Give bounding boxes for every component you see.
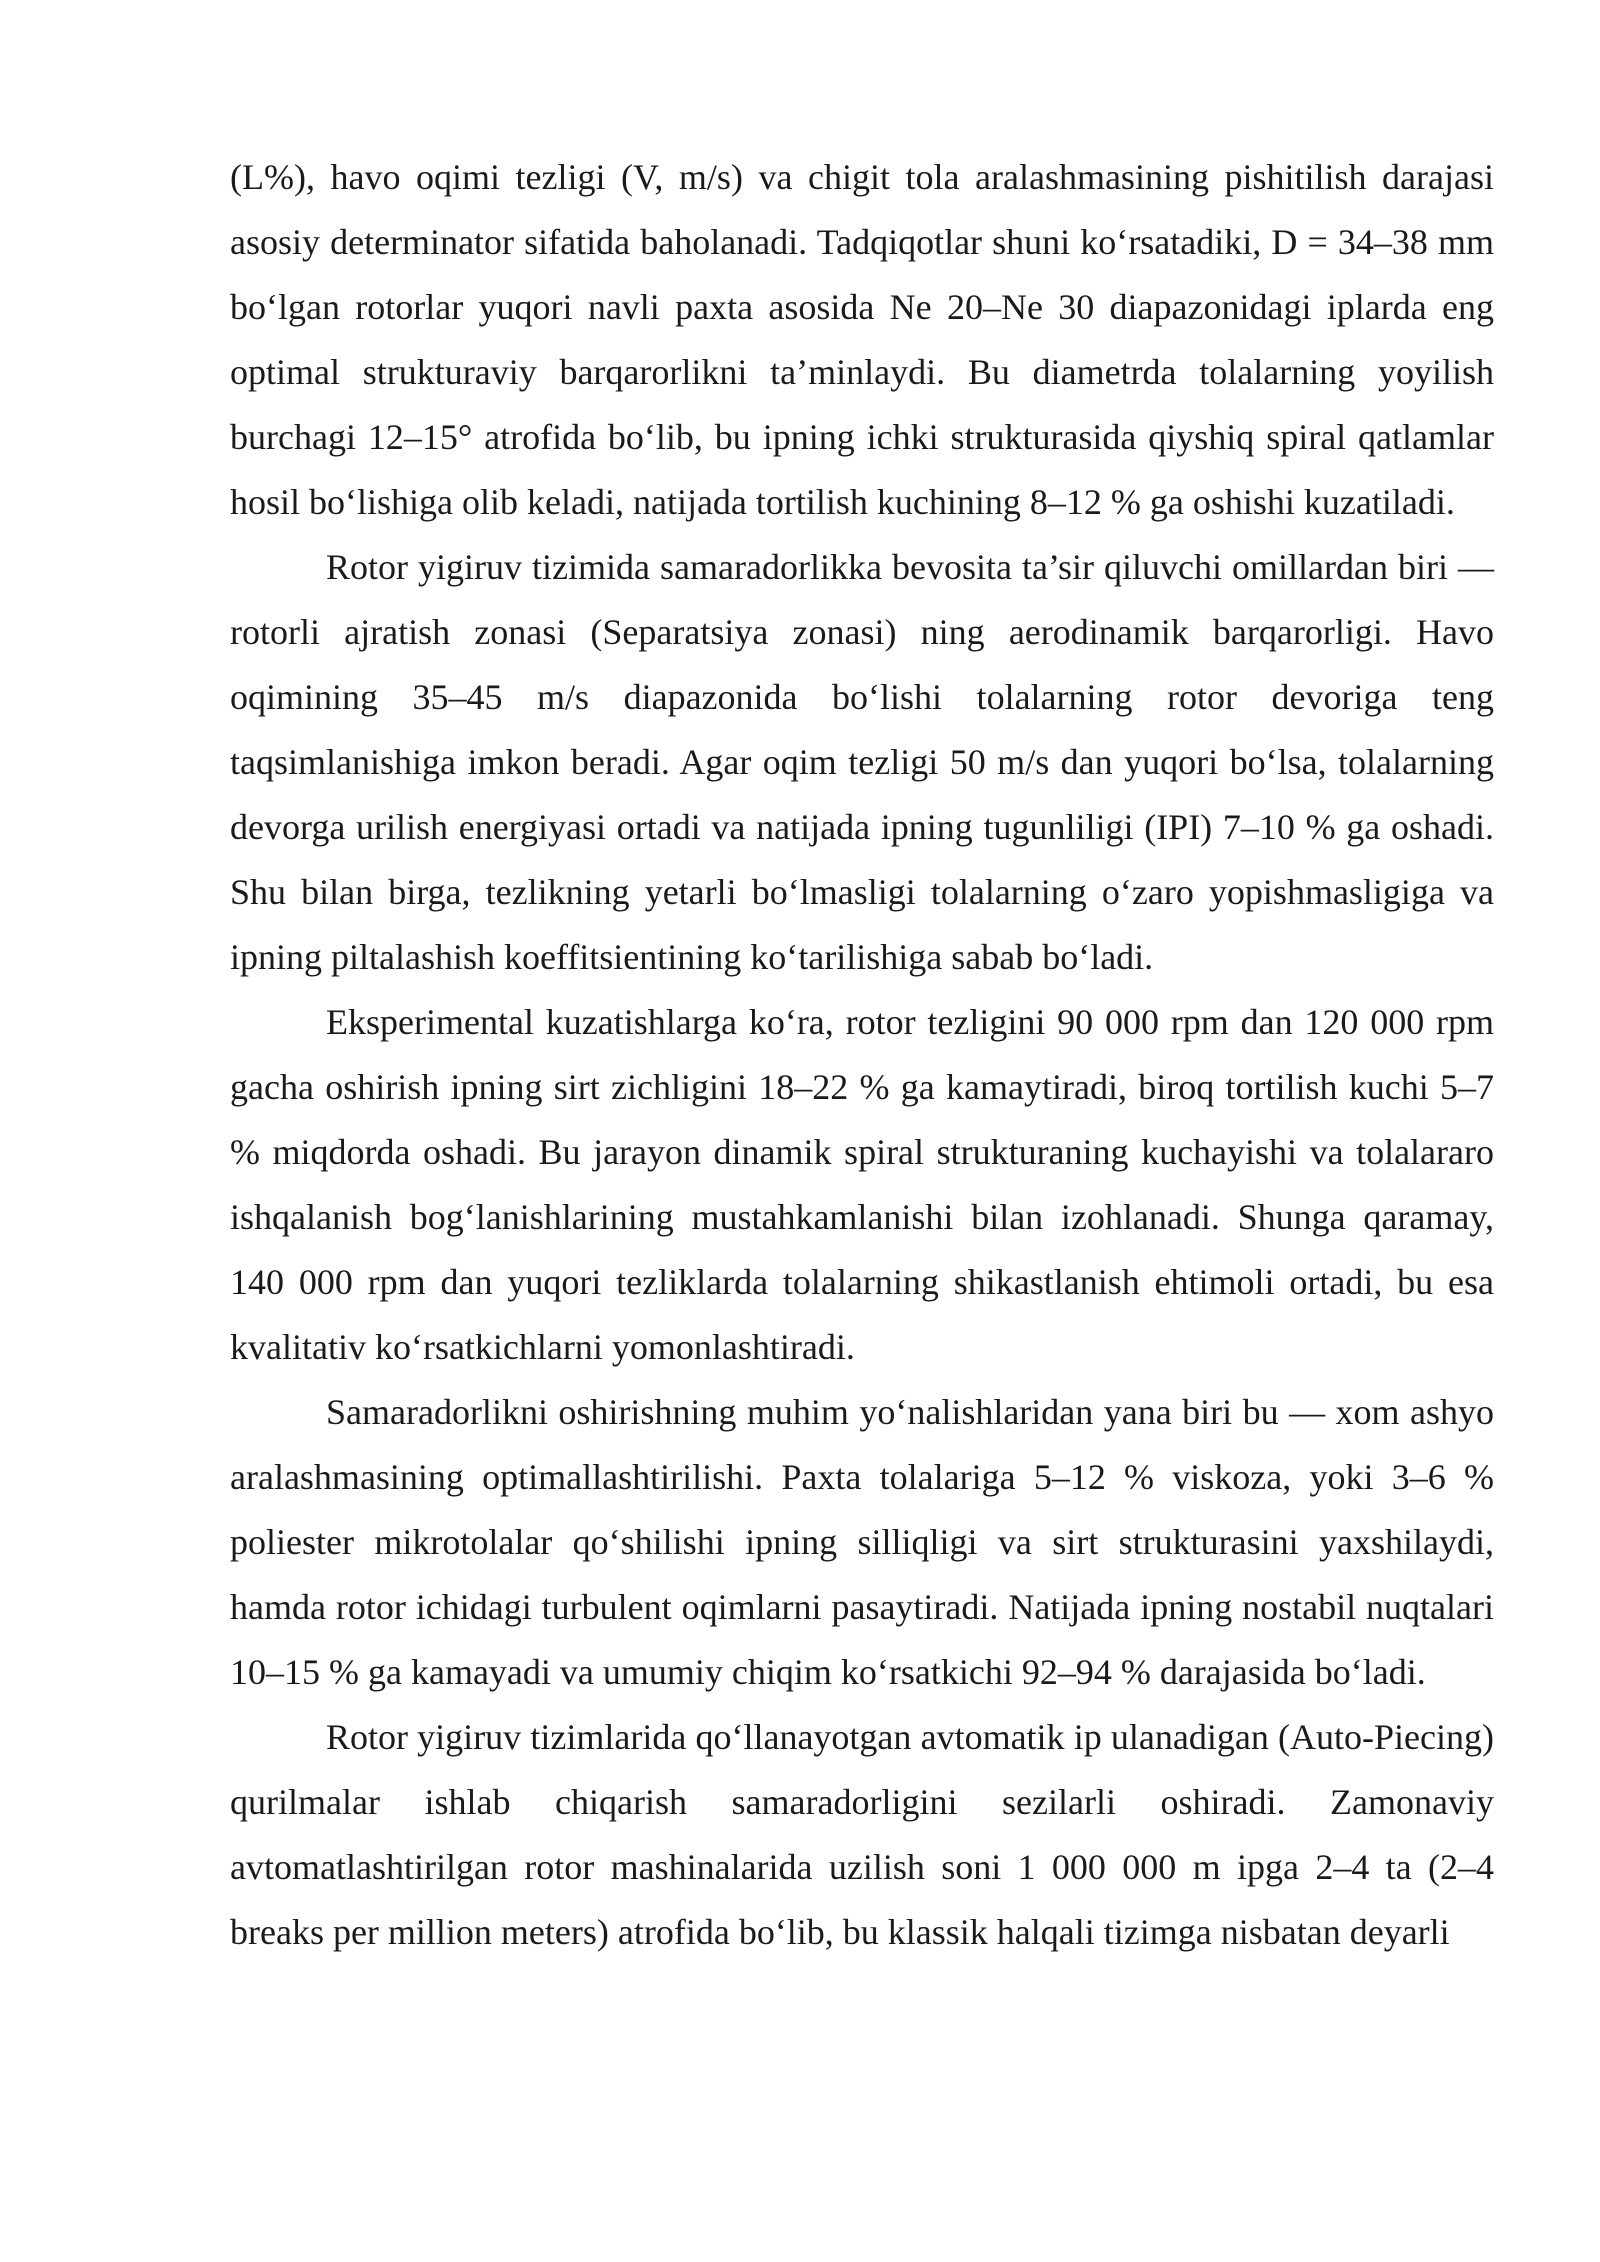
paragraph-3: Eksperimental kuzatishlarga ko‘ra, rotor tezligini 90 000 rpm dan 120 000 rpm gacha oshirish ipning sirt zichligini 18–22 % ga kamaytiradi, biroq tortilish kuchi 5–7 % miqdorda oshadi. Bu jarayon dinamik spiral strukturaning kuchayishi va tolalararo ishqalanish bog‘lanishlarining mustahkamlanishi bilan izohlanadi. Shunga qaramay, 140 000 rpm dan yuqori tezliklarda tolalarning shikastlanish ehtimoli ortadi, bu esa kvalitativ ko‘rsatkichlarni yomonlashtiradi. xyxy=(230,1002,1494,1367)
document-page xyxy=(230,145,1494,1965)
paragraph-1: (L%), havo oqimi tezligi (V, m/s) va chigit tola aralashmasining pishitilish darajasi asosiy determinator sifatida baholanadi. Tadqiqotlar shuni ko‘rsatadiki, D = 34–38 mm bo‘lgan rotorlar yuqori navli paxta asosida Ne 20–Ne 30 diapazonidagi iplarda eng optimal strukturaviy barqarorlikni ta’minlaydi. Bu diametrda tolalarning yoyilish burchagi 12–15° atrofida bo‘lib, bu ipning ichki strukturasida qiyshiq spiral qatlamlar hosil bo‘lishiga olib keladi, natijada tortilish kuchining 8–12 % ga oshishi kuzatiladi. xyxy=(230,157,1494,522)
paragraph-2: Rotor yigiruv tizimida samaradorlikka bevosita ta’sir qiluvchi omillardan biri — rotorli ajratish zonasi (Separatsiya zonasi) ning aerodinamik barqarorligi. Havo oqimining 35–45 m/s diapazonida bo‘lishi tolalarning rotor devoriga teng taqsimlanishiga imkon beradi. Agar oqim tezligi 50 m/s dan yuqori bo‘lsa, tolalarning devorga urilish energiyasi ortadi va natijada ipning tugunliligi (IPI) 7–10 % ga oshadi. Shu bilan birga, tezlikning yetarli bo‘lmasligi tolalarning o‘zaro yopishmasligiga va ipning piltalashish koeffitsientining ko‘tarilishiga sabab bo‘ladi. xyxy=(230,547,1494,977)
paragraph-5: Rotor yigiruv tizimlarida qo‘llanayotgan avtomatik ip ulanadigan (Auto-Piecing) qurilmalar ishlab chiqarish samaradorligini sezilarli oshiradi. Zamonaviy avtomatlashtirilgan rotor mashinalarida uzilish soni 1 000 000 m ipga 2–4 ta (2–4 breaks per million meters) atrofida bo‘lib, bu klassik halqali tizimga nisbatan deyarli xyxy=(230,1717,1494,1952)
paragraph-4: Samaradorlikni oshirishning muhim yo‘nalishlaridan yana biri bu — xom ashyo aralashmasining optimallashtirilishi. Paxta tolalariga 5–12 % viskoza, yoki 3–6 % poliester mikrotolalar qo‘shilishi ipning silliqligi va sirt strukturasini yaxshilaydi, hamda rotor ichidagi turbulent oqimlarni pasaytiradi. Natijada ipning nostabil nuqtalari 10–15 % ga kamayadi va umumiy chiqim ko‘rsatkichi 92–94 % darajasida bo‘ladi. xyxy=(230,1392,1494,1692)
